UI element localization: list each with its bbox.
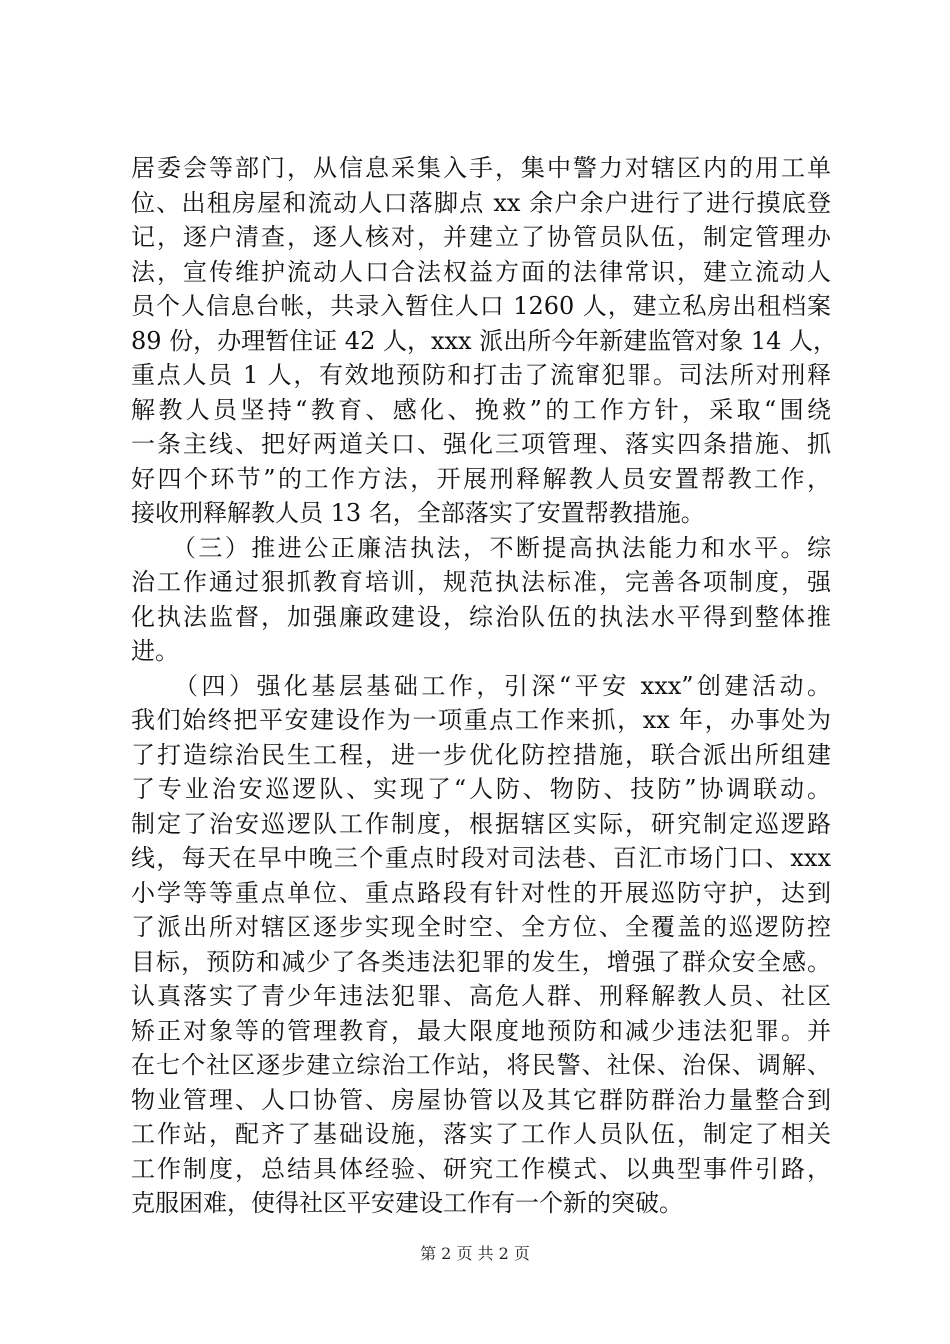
text-line: 89 份，办理暂住证 42 人，xxx 派出所今年新建监管对象 14 人， xyxy=(131,326,837,355)
page-footer xyxy=(0,1244,950,1264)
text-line: （三）推进公正廉洁执法，不断提高执法能力和水平。综 xyxy=(131,533,831,562)
text-line: 接收刑释解教人员 13 名，全部落实了安置帮教措施。 xyxy=(131,499,705,527)
text-line: 了派出所对辖区逐步实现全时空、全方位、全覆盖的巡逻防控 xyxy=(131,913,831,941)
text-line: 位、出租房屋和流动人口落脚点 xx 余户余户进行了进行摸底登 xyxy=(131,188,831,217)
text-line: 认真落实了青少年违法犯罪、高危人群、刑释解教人员、社区 xyxy=(131,982,831,1010)
text-line: 员个人信息台帐，共录入暂住人口 1260 人，建立私房出租档案 xyxy=(131,292,831,320)
text-line: 克服困难，使得社区平安建设工作有一个新的突破。 xyxy=(131,1189,683,1217)
text-line: （四）强化基层基础工作，引深“平安 xxx”创建活动。 xyxy=(131,671,831,700)
text-line: 我们始终把平安建设作为一项重点工作来抓，xx 年，办事处为 xyxy=(131,706,831,734)
text-line: 工作站，配齐了基础设施，落实了工作人员队伍，制定了相关 xyxy=(131,1120,831,1148)
text-line: 小学等等重点单位、重点路段有针对性的开展巡防守护，达到 xyxy=(131,878,831,907)
page-number-label: 第 2 页 共 2 页 xyxy=(420,1244,530,1263)
text-line: 物业管理、人口协管、房屋协管以及其它群防群治力量整合到 xyxy=(131,1085,831,1114)
text-line: 记，逐户清查，逐人核对，并建立了协管员队伍，制定管理办 xyxy=(131,223,831,251)
text-line: 进。 xyxy=(131,637,179,665)
text-line: 居委会等部门，从信息采集入手，集中警力对辖区内的用工单 xyxy=(131,154,831,182)
text-line: 解教人员坚持“教育、感化、挽救”的工作方针，采取“围绕 xyxy=(131,395,831,424)
text-line: 了打造综治民生工程，进一步优化防控措施，联合派出所组建 xyxy=(131,740,831,769)
text-line: 重点人员 1 人，有效地预防和打击了流窜犯罪。司法所对刑释 xyxy=(131,361,831,389)
text-line: 工作制度，总结具体经验、研究工作模式、以典型事件引路， xyxy=(131,1154,831,1183)
text-line: 制定了治安巡逻队工作制度，根据辖区实际，研究制定巡逻路 xyxy=(131,809,831,838)
text-line: 矫正对象等的管理教育，最大限度地预防和减少违法犯罪。并 xyxy=(131,1016,831,1045)
text-line: 在七个社区逐步建立综治工作站，将民警、社保、治保、调解、 xyxy=(131,1051,831,1079)
text-line: 了专业治安巡逻队、实现了“人防、物防、技防”协调联动。 xyxy=(131,775,831,803)
text-line: 线，每天在早中晚三个重点时段对司法巷、百汇市场门口、xxx xyxy=(131,844,831,872)
text-line: 化执法监督，加强廉政建设，综治队伍的执法水平得到整体推 xyxy=(131,602,831,631)
text-line: 治工作通过狠抓教育培训，规范执法标准，完善各项制度，强 xyxy=(131,568,831,596)
text-line: 一条主线、把好两道关口、强化三项管理、落实四条措施、抓 xyxy=(131,430,831,458)
document-body xyxy=(131,151,837,1221)
text-line: 好四个环节”的工作方法，开展刑释解教人员安置帮教工作， xyxy=(131,464,831,493)
text-line: 目标，预防和减少了各类违法犯罪的发生，增强了群众安全感。 xyxy=(131,947,831,976)
text-line: 法，宣传维护流动人口合法权益方面的法律常识，建立流动人 xyxy=(131,257,831,286)
